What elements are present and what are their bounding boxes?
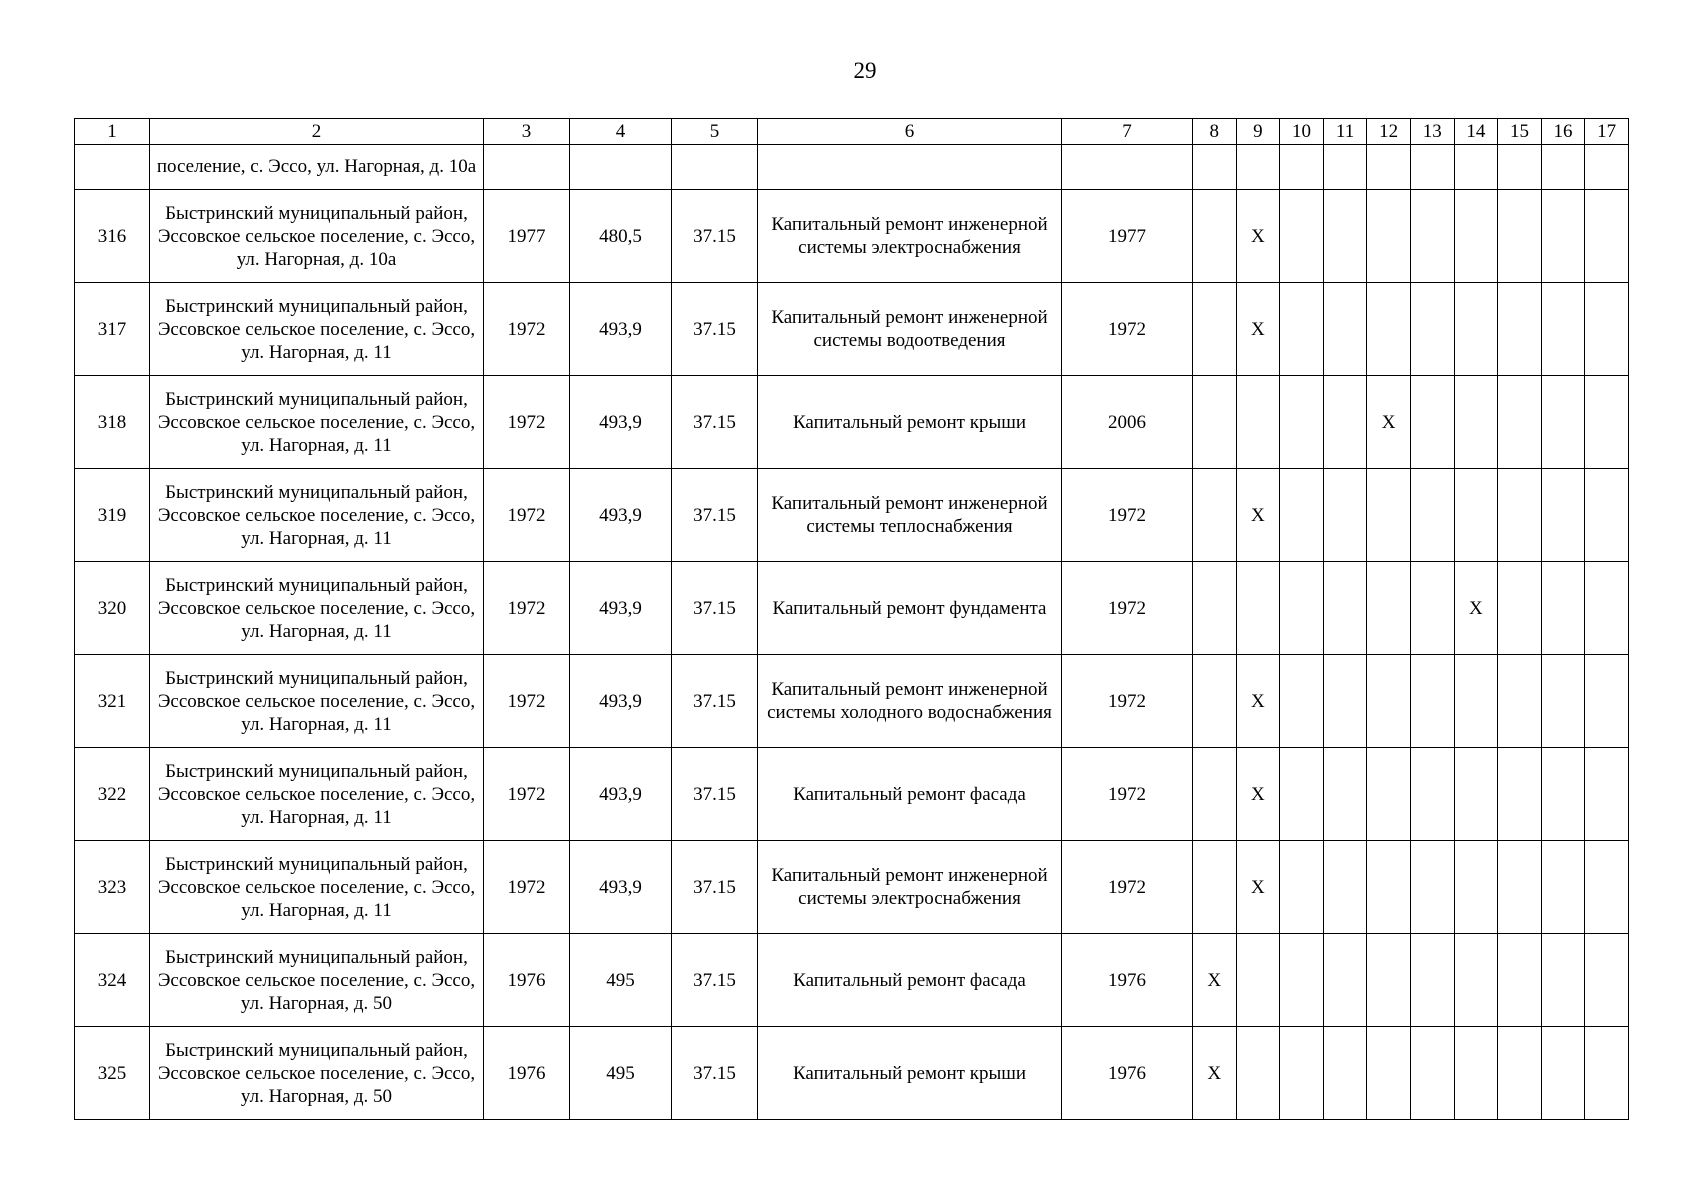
mark-cell	[1280, 934, 1324, 1027]
row-number: 322	[75, 748, 150, 841]
mark-cell	[1410, 841, 1454, 934]
plan-year-cell: 1977	[1062, 190, 1193, 283]
mark-cell	[1367, 469, 1411, 562]
mark-cell	[1280, 190, 1324, 283]
mark-cell	[1541, 376, 1585, 469]
code-cell: 37.15	[672, 562, 758, 655]
mark-cell	[1323, 655, 1367, 748]
code-cell: 37.15	[672, 376, 758, 469]
mark-cell	[1541, 748, 1585, 841]
mark-cell	[1280, 283, 1324, 376]
mark-cell	[1410, 283, 1454, 376]
year-cell: 1972	[484, 841, 570, 934]
column-header: 11	[1323, 119, 1367, 145]
mark-cell	[1236, 562, 1280, 655]
year-cell: 1976	[484, 1027, 570, 1120]
plan-year-cell: 1972	[1062, 655, 1193, 748]
mark-cell	[1541, 145, 1585, 190]
mark-cell: X	[1193, 934, 1237, 1027]
mark-cell	[1367, 190, 1411, 283]
row-number: 317	[75, 283, 150, 376]
code-cell: 37.15	[672, 469, 758, 562]
mark-cell	[1541, 469, 1585, 562]
work-cell: Капитальный ремонт инженерной системы холодного водоснабжения	[758, 655, 1062, 748]
mark-cell	[1454, 190, 1498, 283]
table-row	[75, 283, 1629, 376]
area-cell: 493,9	[570, 469, 672, 562]
mark-cell	[1236, 934, 1280, 1027]
mark-cell	[1498, 283, 1542, 376]
column-header: 3	[484, 119, 570, 145]
mark-cell: X	[1367, 376, 1411, 469]
mark-cell	[1280, 376, 1324, 469]
mark-cell	[1280, 562, 1324, 655]
address-cell: Быстринский муниципальный район, Эссовское сельское поселение, с. Эссо, ул. Нагорная, д. 50	[150, 934, 484, 1027]
mark-cell	[1193, 841, 1237, 934]
mark-cell	[1498, 376, 1542, 469]
mark-cell	[1410, 748, 1454, 841]
mark-cell	[1323, 469, 1367, 562]
mark-cell: X	[1236, 190, 1280, 283]
column-header: 8	[1193, 119, 1237, 145]
column-header: 10	[1280, 119, 1324, 145]
plan-year-cell: 2006	[1062, 376, 1193, 469]
row-number: 324	[75, 934, 150, 1027]
work-cell: Капитальный ремонт крыши	[758, 1027, 1062, 1120]
table-row	[75, 748, 1629, 841]
year-cell: 1976	[484, 934, 570, 1027]
column-header: 1	[75, 119, 150, 145]
address-cell: Быстринский муниципальный район, Эссовское сельское поселение, с. Эссо, ул. Нагорная, д. 11	[150, 283, 484, 376]
column-header: 16	[1541, 119, 1585, 145]
table-row	[75, 469, 1629, 562]
plan-year-cell: 1972	[1062, 562, 1193, 655]
table-row	[75, 1027, 1629, 1120]
mark-cell	[1193, 748, 1237, 841]
column-header: 17	[1585, 119, 1629, 145]
mark-cell	[1410, 562, 1454, 655]
table-row	[75, 562, 1629, 655]
mark-cell	[1541, 1027, 1585, 1120]
table-row	[75, 190, 1629, 283]
column-header: 12	[1367, 119, 1411, 145]
mark-cell	[1498, 1027, 1542, 1120]
area-cell: 480,5	[570, 190, 672, 283]
mark-cell	[1454, 748, 1498, 841]
code-cell: 37.15	[672, 190, 758, 283]
mark-cell: X	[1236, 469, 1280, 562]
year-cell: 1977	[484, 190, 570, 283]
mark-cell	[1585, 748, 1629, 841]
mark-cell	[1454, 841, 1498, 934]
mark-cell	[1367, 145, 1411, 190]
mark-cell: X	[1454, 562, 1498, 655]
area-cell: 493,9	[570, 376, 672, 469]
mark-cell	[1585, 376, 1629, 469]
row-number: 321	[75, 655, 150, 748]
mark-cell	[1454, 283, 1498, 376]
mark-cell	[1410, 190, 1454, 283]
mark-cell	[1498, 748, 1542, 841]
mark-cell	[1280, 469, 1324, 562]
area-cell: 493,9	[570, 655, 672, 748]
area-cell: 495	[570, 1027, 672, 1120]
mark-cell	[1585, 841, 1629, 934]
table-row	[75, 376, 1629, 469]
page-number: 29	[853, 58, 877, 83]
mark-cell	[1323, 1027, 1367, 1120]
area-cell: 493,9	[570, 562, 672, 655]
mark-cell	[1280, 655, 1324, 748]
area-cell: 493,9	[570, 748, 672, 841]
column-header: 2	[150, 119, 484, 145]
plan-year-cell: 1972	[1062, 283, 1193, 376]
address-cell: Быстринский муниципальный район, Эссовское сельское поселение, с. Эссо, ул. Нагорная, д. 11	[150, 562, 484, 655]
row-number: 316	[75, 190, 150, 283]
column-header: 14	[1454, 119, 1498, 145]
mark-cell	[1323, 376, 1367, 469]
mark-cell	[1541, 934, 1585, 1027]
address-cell: поселение, с. Эссо, ул. Нагорная, д. 10а	[150, 145, 484, 190]
mark-cell	[1541, 655, 1585, 748]
address-cell: Быстринский муниципальный район, Эссовское сельское поселение, с. Эссо, ул. Нагорная, д. 11	[150, 841, 484, 934]
address-cell: Быстринский муниципальный район, Эссовское сельское поселение, с. Эссо, ул. Нагорная, д. 50	[150, 1027, 484, 1120]
mark-cell	[1280, 1027, 1324, 1120]
code-cell: 37.15	[672, 1027, 758, 1120]
column-number-row	[75, 119, 1629, 145]
mark-cell	[1367, 1027, 1411, 1120]
mark-cell	[1323, 562, 1367, 655]
mark-cell	[1454, 1027, 1498, 1120]
year-cell: 1972	[484, 283, 570, 376]
plan-year-cell: 1976	[1062, 1027, 1193, 1120]
work-cell: Капитальный ремонт инженерной системы электроснабжения	[758, 190, 1062, 283]
year-cell	[484, 145, 570, 190]
mark-cell	[1585, 1027, 1629, 1120]
mark-cell	[1410, 934, 1454, 1027]
mark-cell	[1323, 145, 1367, 190]
mark-cell	[1498, 655, 1542, 748]
year-cell: 1972	[484, 748, 570, 841]
mark-cell	[1498, 469, 1542, 562]
mark-cell	[1541, 283, 1585, 376]
column-header: 5	[672, 119, 758, 145]
mark-cell: X	[1236, 748, 1280, 841]
mark-cell	[1454, 655, 1498, 748]
plan-year-cell	[1062, 145, 1193, 190]
mark-cell	[1410, 376, 1454, 469]
column-header: 7	[1062, 119, 1193, 145]
mark-cell	[1410, 655, 1454, 748]
area-cell: 495	[570, 934, 672, 1027]
mark-cell: X	[1236, 655, 1280, 748]
column-header: 13	[1410, 119, 1454, 145]
mark-cell	[1323, 748, 1367, 841]
column-header: 15	[1498, 119, 1542, 145]
mark-cell	[1585, 283, 1629, 376]
work-cell: Капитальный ремонт фундамента	[758, 562, 1062, 655]
mark-cell	[1367, 748, 1411, 841]
work-cell	[758, 145, 1062, 190]
mark-cell	[1236, 1027, 1280, 1120]
mark-cell	[1193, 145, 1237, 190]
mark-cell	[1193, 469, 1237, 562]
mark-cell	[1193, 376, 1237, 469]
mark-cell: X	[1193, 1027, 1237, 1120]
plan-year-cell: 1972	[1062, 469, 1193, 562]
mark-cell	[1236, 145, 1280, 190]
row-number: 323	[75, 841, 150, 934]
row-number: 318	[75, 376, 150, 469]
table-row	[75, 655, 1629, 748]
mark-cell	[1410, 469, 1454, 562]
mark-cell	[1454, 376, 1498, 469]
code-cell: 37.15	[672, 283, 758, 376]
capital-repair-table	[74, 118, 1629, 1120]
mark-cell	[1585, 469, 1629, 562]
work-cell: Капитальный ремонт инженерной системы теплоснабжения	[758, 469, 1062, 562]
mark-cell	[1367, 841, 1411, 934]
mark-cell	[1280, 841, 1324, 934]
mark-cell	[1193, 190, 1237, 283]
mark-cell	[1498, 145, 1542, 190]
mark-cell	[1323, 190, 1367, 283]
mark-cell	[1454, 145, 1498, 190]
code-cell: 37.15	[672, 934, 758, 1027]
mark-cell	[1498, 190, 1542, 283]
mark-cell	[1454, 469, 1498, 562]
area-cell: 493,9	[570, 283, 672, 376]
mark-cell	[1193, 283, 1237, 376]
plan-year-cell: 1972	[1062, 748, 1193, 841]
area-cell: 493,9	[570, 841, 672, 934]
row-number: 325	[75, 1027, 150, 1120]
mark-cell	[1323, 283, 1367, 376]
year-cell: 1972	[484, 469, 570, 562]
mark-cell	[1410, 145, 1454, 190]
year-cell: 1972	[484, 655, 570, 748]
mark-cell	[1323, 841, 1367, 934]
column-header: 6	[758, 119, 1062, 145]
plan-year-cell: 1972	[1062, 841, 1193, 934]
address-cell: Быстринский муниципальный район, Эссовское сельское поселение, с. Эссо, ул. Нагорная, д. 11	[150, 748, 484, 841]
mark-cell	[1193, 655, 1237, 748]
code-cell: 37.15	[672, 841, 758, 934]
mark-cell	[1541, 841, 1585, 934]
address-cell: Быстринский муниципальный район, Эссовское сельское поселение, с. Эссо, ул. Нагорная, д. 11	[150, 469, 484, 562]
table-row	[75, 841, 1629, 934]
mark-cell	[1323, 934, 1367, 1027]
mark-cell	[1585, 655, 1629, 748]
mark-cell	[1367, 283, 1411, 376]
row-number	[75, 145, 150, 190]
code-cell: 37.15	[672, 655, 758, 748]
row-number: 320	[75, 562, 150, 655]
code-cell	[672, 145, 758, 190]
work-cell: Капитальный ремонт инженерной системы водоотведения	[758, 283, 1062, 376]
mark-cell	[1585, 934, 1629, 1027]
mark-cell	[1585, 190, 1629, 283]
address-cell: Быстринский муниципальный район, Эссовское сельское поселение, с. Эссо, ул. Нагорная, д. 10а	[150, 190, 484, 283]
mark-cell	[1498, 562, 1542, 655]
mark-cell	[1541, 562, 1585, 655]
table-row	[75, 934, 1629, 1027]
column-header: 9	[1236, 119, 1280, 145]
work-cell: Капитальный ремонт инженерной системы электроснабжения	[758, 841, 1062, 934]
code-cell: 37.15	[672, 748, 758, 841]
mark-cell	[1454, 934, 1498, 1027]
year-cell: 1972	[484, 562, 570, 655]
mark-cell	[1367, 562, 1411, 655]
area-cell	[570, 145, 672, 190]
address-cell: Быстринский муниципальный район, Эссовское сельское поселение, с. Эссо, ул. Нагорная, д. 11	[150, 655, 484, 748]
work-cell: Капитальный ремонт фасада	[758, 934, 1062, 1027]
mark-cell	[1367, 934, 1411, 1027]
mark-cell	[1585, 562, 1629, 655]
mark-cell	[1280, 145, 1324, 190]
plan-year-cell: 1976	[1062, 934, 1193, 1027]
mark-cell: X	[1236, 841, 1280, 934]
work-cell: Капитальный ремонт крыши	[758, 376, 1062, 469]
mark-cell	[1585, 145, 1629, 190]
mark-cell	[1498, 934, 1542, 1027]
mark-cell	[1193, 562, 1237, 655]
mark-cell	[1410, 1027, 1454, 1120]
mark-cell	[1280, 748, 1324, 841]
mark-cell	[1498, 841, 1542, 934]
row-number: 319	[75, 469, 150, 562]
continuation-row	[75, 145, 1629, 190]
mark-cell: X	[1236, 283, 1280, 376]
column-header: 4	[570, 119, 672, 145]
mark-cell	[1367, 655, 1411, 748]
mark-cell	[1236, 376, 1280, 469]
work-cell: Капитальный ремонт фасада	[758, 748, 1062, 841]
year-cell: 1972	[484, 376, 570, 469]
address-cell: Быстринский муниципальный район, Эссовское сельское поселение, с. Эссо, ул. Нагорная, д. 11	[150, 376, 484, 469]
mark-cell	[1541, 190, 1585, 283]
